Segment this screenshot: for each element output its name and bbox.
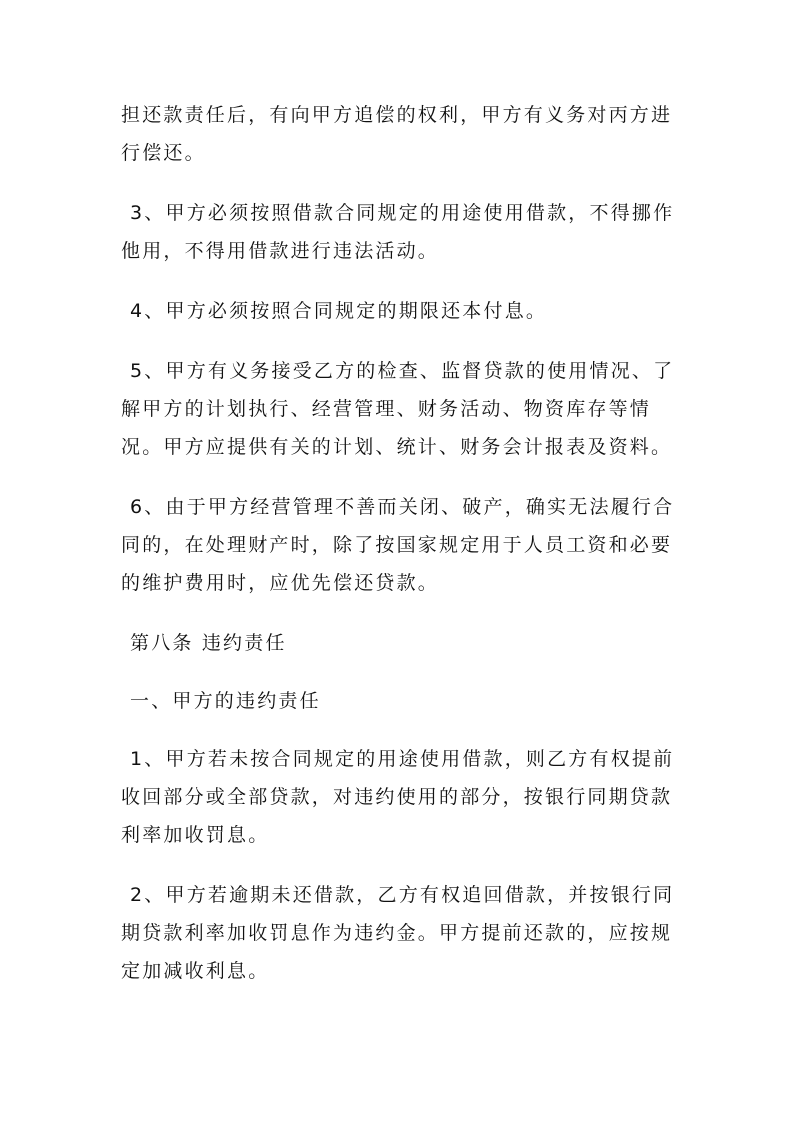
document-body: [121, 96, 681, 1012]
paragraph-clause-5: 5、甲方有义务接受乙方的检查、监督贷款的使用情况、了解甲方的计划执行、经营管理、财务活动、物资库存等情况。甲方应提供有关的计划、统计、财务会计报表及资料。: [121, 360, 675, 458]
paragraph-penalty-1: 1、甲方若未按合同规定的用途使用借款，则乙方有权提前收回部分或全部贷款，对违约使用的部分，按银行同期贷款利率加收罚息。: [121, 748, 675, 846]
paragraph-clause-6: 6、由于甲方经营管理不善而关闭、破产，确实无法履行合同的，在处理财产时，除了按国家规定用于人员工资和必要的维护费用时，应优先偿还贷款。: [121, 496, 675, 594]
paragraph-clause-3: 3、甲方必须按照借款合同规定的用途使用借款，不得挪作他用，不得用借款进行违法活动。: [121, 202, 675, 262]
section-heading: 第八条 违约责任: [130, 632, 287, 654]
paragraph-clause-4: 4、甲方必须按照合同规定的期限还本付息。: [130, 300, 548, 322]
paragraph-continuation: 担还款责任后，有向甲方追偿的权利，甲方有义务对丙方进行偿还。: [121, 104, 673, 164]
subsection-heading: 一、甲方的违约责任: [130, 690, 321, 712]
paragraph-penalty-2: 2、甲方若逾期未还借款，乙方有权追回借款，并按银行同期贷款利率加收罚息作为违约金。甲方提前还款的，应按规定加减收利息。: [121, 884, 675, 982]
